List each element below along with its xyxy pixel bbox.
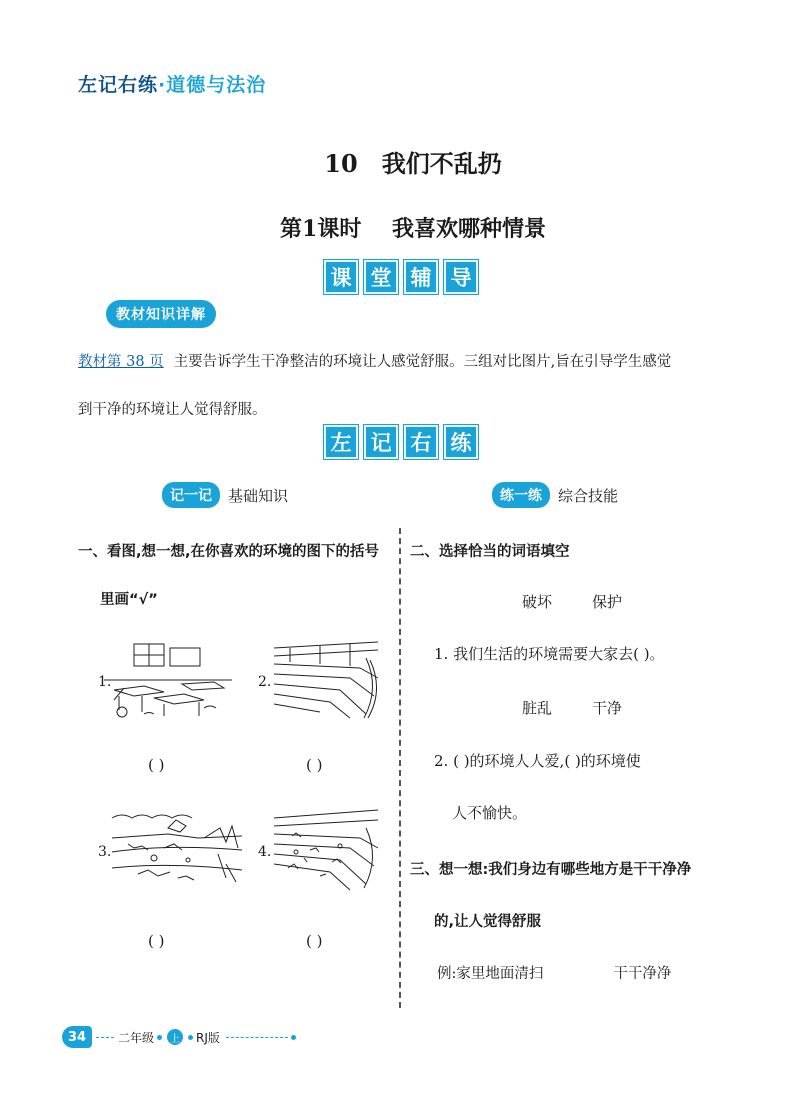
banner-classroom-guide: [324, 260, 478, 294]
intro-text-1: 主要告诉学生干净整洁的环境让人感觉舒服。三组对比图片,旨在引导学生感觉: [173, 354, 672, 370]
picture-number: 3.: [98, 844, 112, 860]
basic-knowledge-header: [162, 482, 288, 508]
comprehensive-skills-header: [492, 482, 618, 508]
footer-dash: [96, 1037, 114, 1038]
brand-title: [78, 70, 266, 97]
word-choice: 保护: [592, 593, 623, 611]
sentence-2-cont: 人不愉快。: [452, 804, 528, 822]
answer-paren[interactable]: ( ): [306, 756, 323, 774]
unit-title: [0, 144, 800, 179]
word-choices-1: [522, 591, 622, 612]
comprehensive-skills-label: 综合技能: [558, 486, 619, 505]
memorize-pill: 记一记: [162, 482, 220, 508]
word-choices-2: [522, 697, 622, 718]
knowledge-tag: 教材知识详解: [106, 300, 216, 328]
banner-char: 练: [444, 425, 478, 459]
word-choice: 脏乱: [522, 699, 553, 717]
banner-char: 右: [404, 425, 438, 459]
question-2-title: 二、选择恰当的词语填空: [410, 544, 570, 560]
answer-paren[interactable]: ( ): [148, 756, 165, 774]
example-text: 例:家里地面清扫: [437, 966, 544, 982]
banner-char: 辅: [404, 260, 438, 294]
unit-number: 10: [324, 149, 358, 178]
footer-edition: RJ版: [196, 1030, 220, 1045]
brand-subject: ·道德与法治: [158, 74, 267, 96]
brand-main: 左记右练: [78, 74, 159, 96]
question-1-line1: 一、看图,想一想,在你喜欢的环境的图下的括号: [78, 544, 380, 560]
messy-classroom-image: [104, 640, 232, 720]
textbook-page-link[interactable]: 教材第 38 页: [78, 354, 164, 370]
footer-dot: [188, 1035, 193, 1040]
banner-char: 课: [324, 260, 358, 294]
clean-stadium-image: [270, 638, 382, 720]
page-number: 34: [62, 1026, 92, 1048]
example-line: [437, 962, 671, 983]
example-answer: 干干净净: [613, 966, 672, 982]
basic-knowledge-label: 基础知识: [228, 486, 289, 505]
question-3-line1: 三、想一想:我们身边有哪些地方是干干净净: [410, 862, 692, 878]
footer-dot: [157, 1035, 162, 1040]
picture-number: 1.: [98, 674, 112, 690]
banner-char: 堂: [364, 260, 398, 294]
practice-pill: 练一练: [492, 482, 550, 508]
picture-number: 2.: [258, 674, 272, 690]
unit-name: 我们不乱扔: [381, 150, 502, 178]
question-3-line2: 的,让人觉得舒服: [434, 914, 542, 930]
banner-char: 左: [324, 425, 358, 459]
banner-practice: [324, 425, 478, 459]
lesson-suffix: 课时: [317, 217, 362, 242]
sentence-1[interactable]: 1. 我们生活的环境需要大家去( )。: [434, 645, 665, 663]
word-choice: 破坏: [522, 593, 553, 611]
question-1-line2: 里画“√”: [100, 592, 158, 608]
lesson-prefix: 第: [280, 217, 303, 242]
polluted-river-image: [108, 808, 246, 892]
word-choice: 干净: [592, 699, 623, 717]
footer-dot: [291, 1035, 296, 1040]
banner-char: 导: [444, 260, 478, 294]
lesson-title: [0, 212, 800, 243]
page-footer: [62, 1026, 299, 1048]
lesson-number: 1: [302, 216, 318, 242]
answer-paren[interactable]: ( ): [306, 932, 323, 950]
intro-paragraph-line1: [78, 352, 728, 372]
footer-dash: [226, 1037, 288, 1038]
intro-paragraph-line2: 到干净的环境让人觉得舒服。: [78, 402, 267, 418]
banner-char: 记: [364, 425, 398, 459]
column-divider: [399, 528, 401, 1008]
footer-term: 上: [167, 1029, 183, 1045]
littered-stadium-image: [270, 806, 382, 892]
sentence-2[interactable]: 2. ( )的环境人人爱,( )的环境使: [434, 752, 641, 770]
answer-paren[interactable]: ( ): [148, 932, 165, 950]
picture-number: 4.: [258, 844, 272, 860]
lesson-name: 我喜欢哪种情景: [391, 217, 546, 242]
footer-grade: 二年级: [118, 1030, 155, 1045]
